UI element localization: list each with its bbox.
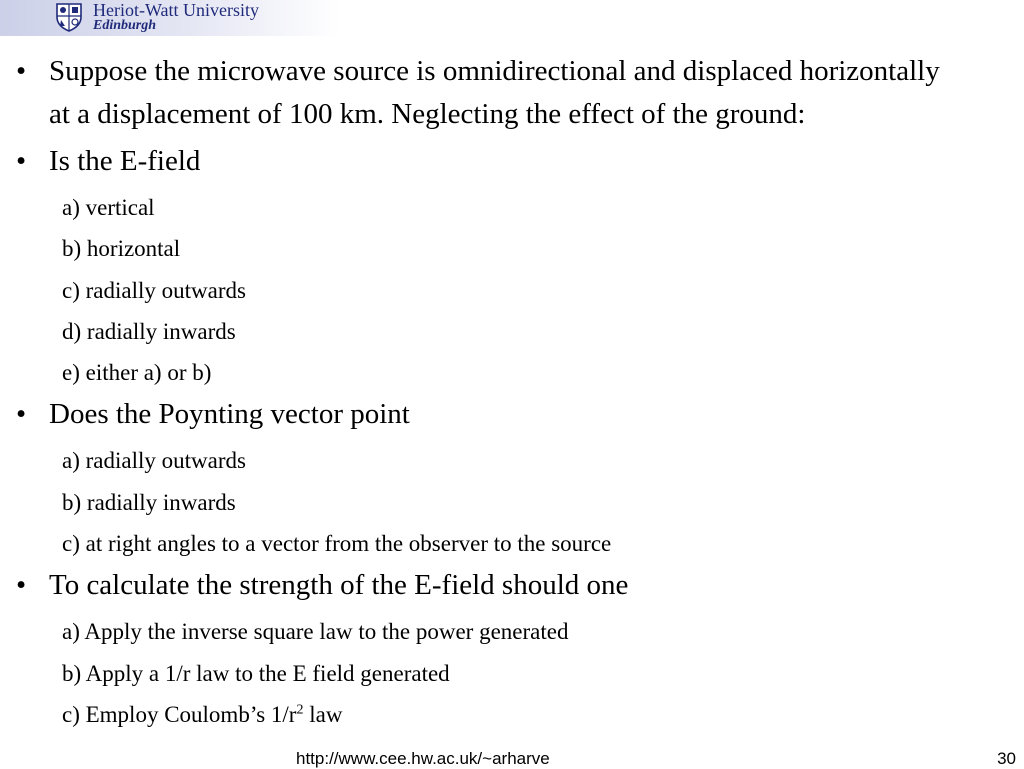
bullet-dot: • [16, 398, 27, 431]
option-item: a) vertical [62, 195, 155, 220]
option-item: d) radially inwards [62, 318, 236, 344]
option-item: b) radially inwards [62, 489, 236, 515]
option-superscript: 2 [296, 702, 304, 718]
footer-url: http://www.cee.hw.ac.uk/~arharve [296, 749, 550, 768]
option-item: e) either a) or b) [62, 360, 212, 386]
option-text: c) Employ Coulomb’s 1/r [62, 701, 297, 727]
bullet-intro [0, 50, 954, 136]
bullet-text: Does the Poynting vector point [49, 398, 410, 431]
option-item: b) horizontal [62, 236, 181, 262]
university-crest-icon [54, 2, 84, 32]
option-item: a) Apply the inverse square law to the power generated [62, 619, 569, 645]
option-item: c) radially outwards [62, 277, 246, 303]
option-item: a) radially outwards [62, 448, 246, 474]
bullet-poynting [0, 393, 954, 436]
bullet-text: To calculate the strength of the E-field should one [49, 569, 629, 602]
university-city: Edinburgh [93, 18, 157, 33]
slide-content [0, 50, 1024, 735]
bullet-text: Is the E-field [49, 145, 201, 177]
bullet-dot: • [16, 145, 27, 177]
bullet-strength [0, 564, 954, 607]
option-item: b) Apply a 1/r law to the E field generated [62, 660, 450, 686]
page-number: 30 [997, 749, 1016, 768]
bullet-dot: • [16, 569, 27, 602]
option-item: c) at right angles to a vector from the observer to the source [62, 531, 612, 557]
bullet-dot: • [16, 55, 27, 87]
option-text-suffix: law [303, 701, 343, 727]
bullet-text: Suppose the microwave source is omnidirectional and displaced horizontally at a displacement of 100 km. Neglecting the effect of the ground: [49, 55, 940, 130]
university-name: Heriot-Watt University [93, 0, 260, 20]
option-coulomb [0, 694, 1024, 735]
slide-header [0, 0, 1024, 36]
bullet-e-field [0, 140, 954, 183]
